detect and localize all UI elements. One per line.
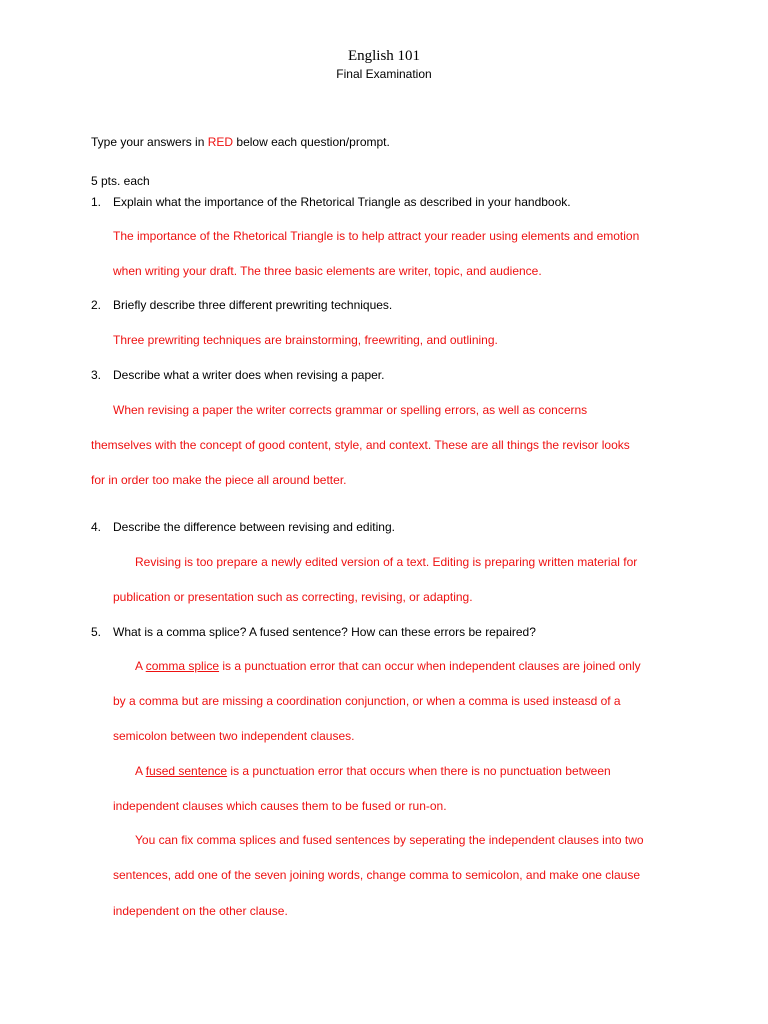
question-number: 3.: [91, 368, 102, 382]
answer-line: When revising a paper the writer corrects grammar or spelling errors, as well as concerns: [113, 403, 588, 417]
answer-line: for in order too make the piece all around better.: [91, 473, 347, 487]
answer-line: publication or presentation such as correcting, revising, or adapting.: [113, 590, 473, 604]
question-number: 5.: [91, 625, 102, 639]
question-prompt: Explain what the importance of the Rhetorical Triangle as described in your handbook.: [113, 195, 571, 209]
answer-line: sentences, add one of the seven joining words, change comma to semicolon, and make one clause: [113, 868, 640, 882]
question-prompt: Describe what a writer does when revising a paper.: [113, 368, 385, 382]
answer-line: by a comma but are missing a coordination conjunction, or when a comma is used insteasd of a: [113, 694, 621, 708]
answer-line: independent clauses which causes them to be fused or run-on.: [113, 799, 447, 813]
instructions: Type your answers in RED below each question/prompt.: [91, 135, 390, 149]
answer-line: when writing your draft. The three basic elements are writer, topic, and audience.: [113, 264, 542, 278]
document-subtitle: Final Examination: [336, 67, 432, 81]
question-prompt: Describe the difference between revising and editing.: [113, 520, 395, 534]
answer-line: Three prewriting techniques are brainstorming, freewriting, and outlining.: [113, 333, 498, 347]
question-prompt: Briefly describe three different prewriting techniques.: [113, 298, 393, 312]
term-fused-sentence: fused sentence: [145, 764, 228, 778]
answer-line: You can fix comma splices and fused sentences by seperating the independent clauses into two: [135, 833, 644, 847]
question-number: 4.: [91, 520, 102, 534]
answer-line: Revising is too prepare a newly edited version of a text. Editing is preparing written material for: [135, 555, 638, 569]
term-comma-splice: comma splice: [145, 659, 220, 673]
question-number: 2.: [91, 298, 102, 312]
answer-line: independent on the other clause.: [113, 904, 288, 918]
answer-line: A fused sentence is a punctuation error that occurs when there is no punctuation between: [135, 764, 611, 778]
document-title: English 101: [347, 48, 421, 64]
answer-line: The importance of the Rhetorical Triangle is to help attract your reader using elements and emotion: [113, 229, 640, 243]
answer-line: A comma splice is a punctuation error that can occur when independent clauses are joined only: [135, 659, 641, 673]
instructions-highlight: RED: [207, 135, 234, 149]
answer-line: themselves with the concept of good content, style, and context. These are all things the revisor looks: [91, 438, 630, 452]
answer-line: semicolon between two independent clauses.: [113, 729, 355, 743]
question-number: 1.: [91, 195, 102, 209]
question-prompt: What is a comma splice? A fused sentence? How can these errors be repaired?: [113, 625, 536, 639]
points-label: 5 pts. each: [91, 174, 150, 188]
